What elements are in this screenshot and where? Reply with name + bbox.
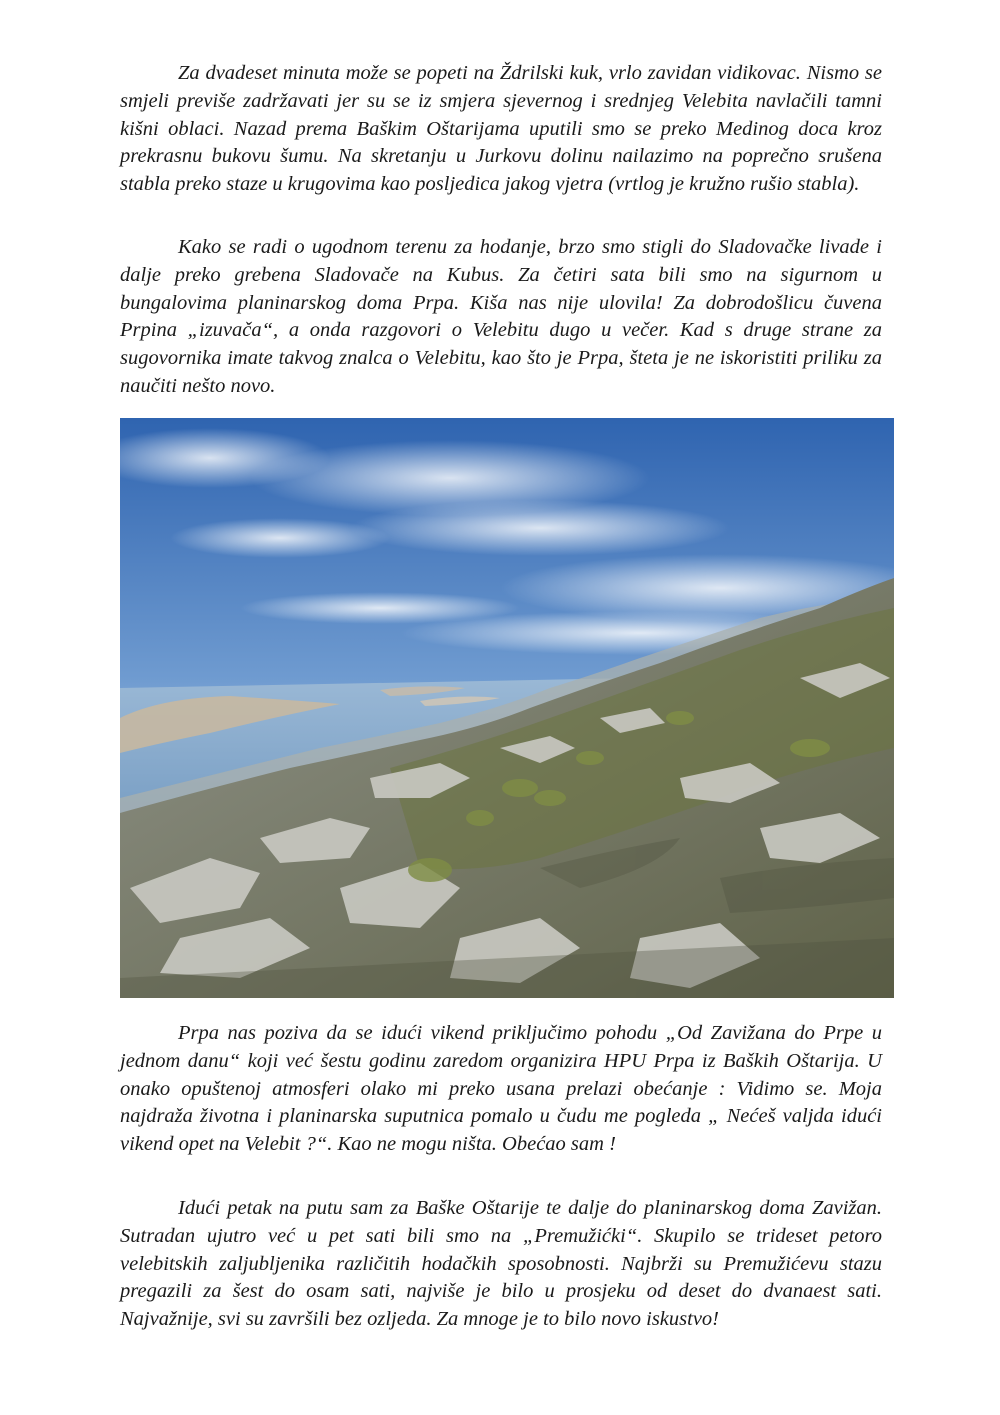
paragraph-3: Prpa nas poziva da se idući vikend priključimo pohodu „Od Zavižana do Prpe u jednom danu“ koji već šestu godinu zaredom organizira HPU Prpa iz Baških Oštarija. U onako opuštenoj atmosferi olako mi preko usana prelazi obećanje : Vidimo se. Moja najdraža životna i planinarska suputnica pomalo u čudu me pogleda „ Nećeš valjda idući vikend opet na Velebit ?“. Kao ne mogu ništa. Obećao sam ! — [120, 1022, 882, 1156]
mountain-landscape-photo — [120, 418, 894, 998]
paragraph-2: Kako se radi o ugodnom terenu za hodanje, brzo smo stigli do Sladovačke livade i dalje preko grebena Sladovače na Kubus. Za četiri sata bili smo na sigurnom u bungalovima planinarskog doma Prpa. Kiša nas nije ulovila! Za dobrodošlicu čuvena Prpina „izuvača“, a onda razgovori o Velebitu dugo u večer. Kad s druge strane za sugovornika imate takvog znalca o Velebitu, kao što je Prpa, šteta je ne iskoristiti priliku za naučiti nešto novo. — [120, 236, 882, 397]
paragraph-4: Idući petak na putu sam za Baške Oštarije te dalje do planinarskog doma Zavižan. Sutradan ujutro već u pet sati bili smo na „Premužićki“. Skupilo se trideset petoro velebitskih zaljubljenika različitih hodačkih sposobnosti. Najbrži su Premužićevu stazu pregazili za šest do osam sati, najviše je bilo u prosjeku od deset do dvanaest sati. Najvažnije, svi su završili bez ozljeda. Za mnoge je to bilo novo iskustvo! — [120, 1197, 882, 1331]
paragraph-1: Za dvadeset minuta može se popeti na Ždrilski kuk, vrlo zavidan vidikovac. Nismo se smjeli previše zadržavati jer su se iz smjera sjevernog i srednjeg Velebita navlačili tamni kišni oblaci. Nazad prema Baškim Oštarijama uputili smo se preko Medinog doca kroz prekrasnu bukovu šumu. Na skretanju u Jurkovu dolinu nailazimo na poprečno srušena stabla preko staze u krugovima kao posljedica jakog vjetra (vrtlog je kružno rušio stabla). — [120, 62, 882, 196]
